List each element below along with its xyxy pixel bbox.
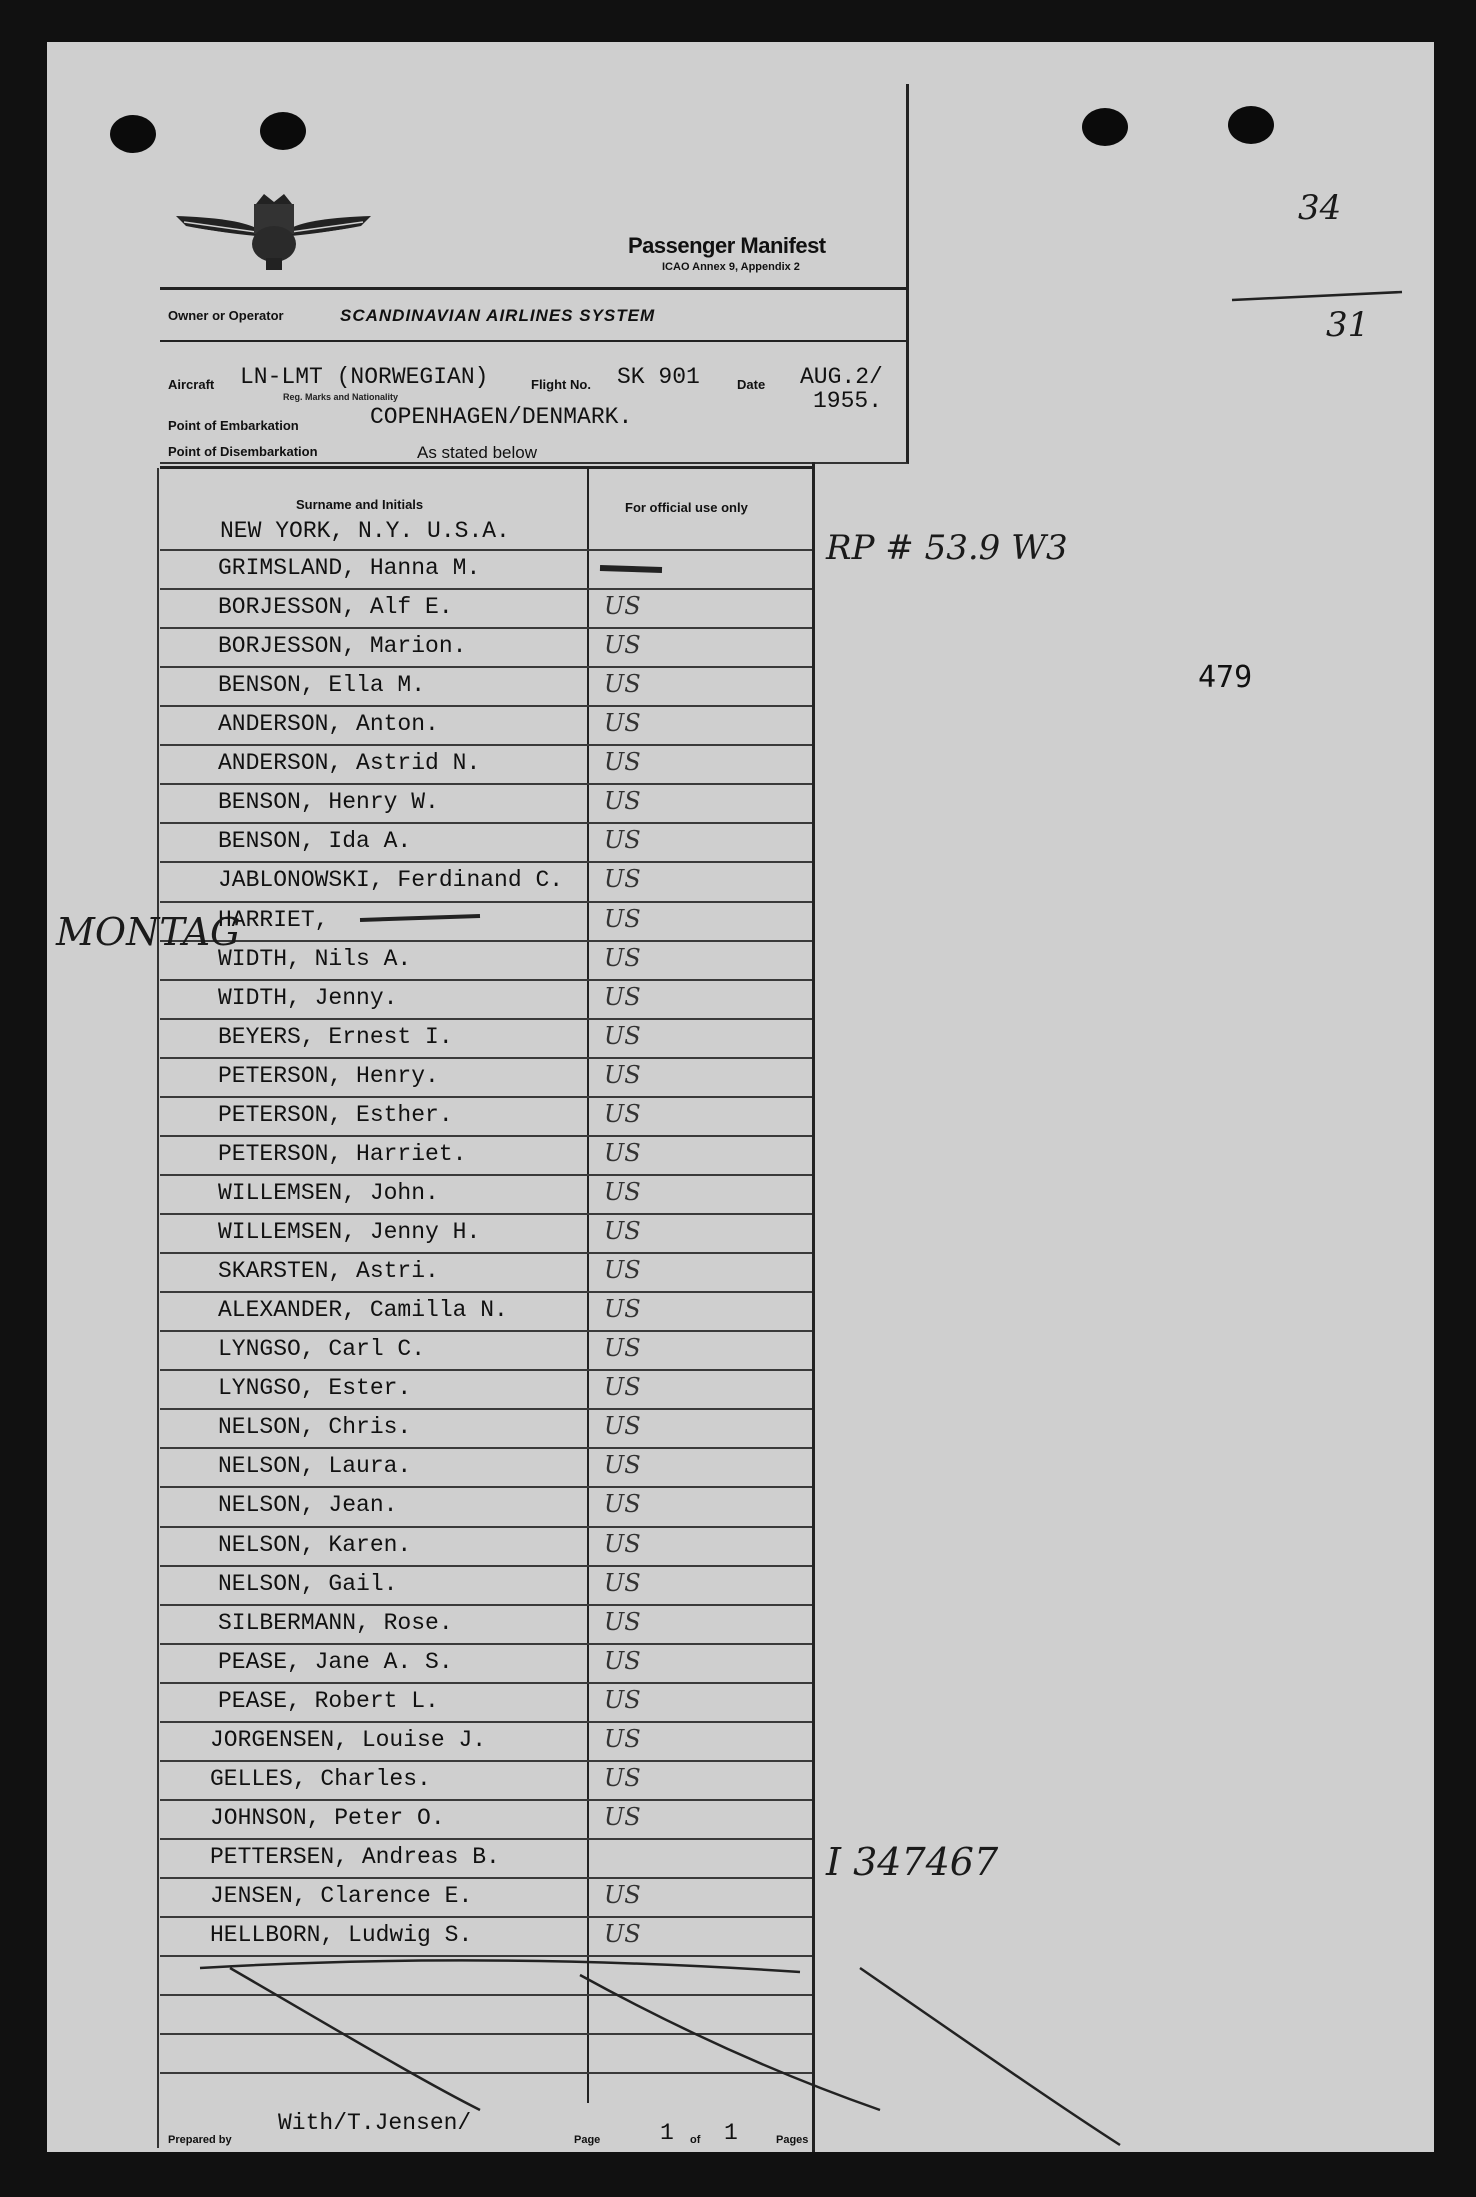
- passenger-name: WIDTH, Jenny.: [218, 985, 398, 1011]
- official-mark: US: [604, 748, 641, 776]
- embarkation-value: COPENHAGEN/DENMARK.: [370, 404, 633, 430]
- passenger-name: ANDERSON, Anton.: [218, 711, 439, 737]
- of-label: of: [690, 2134, 701, 2146]
- prepared-by-label: Prepared by: [168, 2134, 232, 2146]
- fraction-top-note: 34: [1298, 188, 1342, 228]
- flight-value: SK 901: [617, 364, 700, 390]
- reg-marks-label: Reg. Marks and Nationality: [283, 392, 399, 402]
- column-header-official: For official use only: [625, 500, 748, 515]
- passenger-name: SKARSTEN, Astri.: [218, 1258, 439, 1284]
- disembarkation-value: As stated below: [417, 443, 538, 462]
- passenger-name: BENSON, Ella M.: [218, 672, 426, 698]
- official-mark: US: [604, 1608, 641, 1636]
- official-mark: US: [604, 1256, 641, 1284]
- passenger-name: BORJESSON, Alf E.: [218, 594, 453, 620]
- passenger-name: BENSON, Ida A.: [218, 828, 412, 854]
- passenger-name: GELLES, Charles.: [210, 1766, 431, 1792]
- alien-number-note: I 347467: [826, 1840, 999, 1884]
- official-mark: US: [604, 826, 641, 854]
- official-mark: US: [604, 1295, 641, 1323]
- official-mark: US: [604, 709, 641, 737]
- passenger-name: BORJESSON, Marion.: [218, 633, 467, 659]
- passenger-name: JORGENSEN, Louise J.: [210, 1727, 487, 1753]
- official-mark: US: [604, 1412, 641, 1440]
- manifest-subtitle: ICAO Annex 9, Appendix 2: [662, 261, 800, 273]
- passenger-name: LYNGSO, Carl C.: [218, 1336, 426, 1362]
- official-mark: US: [604, 592, 641, 620]
- margin-name-note: MONTAG: [56, 910, 241, 954]
- official-mark: US: [604, 1178, 641, 1206]
- passenger-name: LYNGSO, Ester.: [218, 1375, 412, 1401]
- owner-label: Owner or Operator: [168, 308, 284, 323]
- official-mark: US: [604, 1100, 641, 1128]
- passenger-name: PEASE, Jane A. S.: [218, 1649, 453, 1675]
- disembarkation-label: Point of Disembarkation: [168, 444, 318, 459]
- official-mark: US: [604, 1920, 641, 1948]
- passenger-name: NELSON, Jean.: [218, 1492, 398, 1518]
- official-mark: US: [604, 944, 641, 972]
- passenger-name: ALEXANDER, Camilla N.: [218, 1297, 508, 1323]
- passenger-name: PETERSON, Esther.: [218, 1102, 453, 1128]
- official-mark: US: [604, 1647, 641, 1675]
- official-mark: US: [604, 905, 641, 933]
- passenger-name: JABLONOWSKI, Ferdinand C.: [218, 867, 564, 893]
- pages-label: Pages: [776, 2134, 809, 2146]
- passenger-name: PETTERSEN, Andreas B.: [210, 1844, 500, 1870]
- date-year: 1955.: [813, 388, 883, 414]
- official-mark: US: [604, 1139, 641, 1167]
- official-mark: US: [604, 1725, 641, 1753]
- passenger-name: PETERSON, Henry.: [218, 1063, 439, 1089]
- aircraft-label: Aircraft: [168, 377, 215, 392]
- passenger-name: HELLBORN, Ludwig S.: [210, 1922, 473, 1948]
- official-mark: US: [604, 670, 641, 698]
- official-mark: US: [604, 631, 641, 659]
- official-mark: US: [604, 1451, 641, 1479]
- manifest-title: Passenger Manifest: [628, 233, 826, 258]
- rp-note: RP # 53.9 W3: [826, 528, 1068, 568]
- stamp-number: 479: [1198, 660, 1253, 695]
- official-mark: US: [604, 787, 641, 815]
- passenger-name: NELSON, Gail.: [218, 1571, 398, 1597]
- official-mark: US: [604, 1803, 641, 1831]
- official-mark: US: [604, 1764, 641, 1792]
- passenger-name: NELSON, Karen.: [218, 1532, 412, 1558]
- passenger-name: WILLEMSEN, John.: [218, 1180, 439, 1206]
- passenger-name: NELSON, Chris.: [218, 1414, 412, 1440]
- official-mark: US: [604, 1022, 641, 1050]
- destination: NEW YORK, N.Y. U.S.A.: [220, 518, 510, 544]
- official-mark: US: [604, 1490, 641, 1518]
- passenger-name: HARRIET,: [218, 907, 329, 933]
- passenger-name: WIDTH, Nils A.: [218, 946, 412, 972]
- passenger-name: BEYERS, Ernest I.: [218, 1024, 453, 1050]
- passenger-name: JOHNSON, Peter O.: [210, 1805, 445, 1831]
- passenger-name: ANDERSON, Astrid N.: [218, 750, 481, 776]
- official-mark: US: [604, 983, 641, 1011]
- passenger-name: NELSON, Laura.: [218, 1453, 412, 1479]
- embarkation-label: Point of Embarkation: [168, 418, 299, 433]
- operator-name: SCANDINAVIAN AIRLINES SYSTEM: [340, 306, 656, 325]
- page-total: 1: [724, 2120, 738, 2146]
- passenger-name: PETERSON, Harriet.: [218, 1141, 467, 1167]
- page-number: 1: [660, 2120, 674, 2146]
- official-mark: US: [604, 1334, 641, 1362]
- passenger-name: JENSEN, Clarence E.: [210, 1883, 473, 1909]
- passenger-name: GRIMSLAND, Hanna M.: [218, 555, 481, 581]
- passenger-name: SILBERMANN, Rose.: [218, 1610, 453, 1636]
- fraction-bottom-note: 31: [1326, 305, 1370, 345]
- official-mark: US: [604, 1569, 641, 1597]
- date-value: AUG.2/: [800, 364, 883, 390]
- passenger-name: BENSON, Henry W.: [218, 789, 439, 815]
- column-header-names: Surname and Initials: [296, 497, 424, 512]
- official-mark: US: [604, 1881, 641, 1909]
- official-mark: US: [604, 1373, 641, 1401]
- passenger-name: WILLEMSEN, Jenny H.: [218, 1219, 481, 1245]
- official-mark: US: [604, 865, 641, 893]
- official-mark: US: [604, 1686, 641, 1714]
- passenger-name: PEASE, Robert L.: [218, 1688, 439, 1714]
- page-label: Page: [574, 2134, 601, 2146]
- date-label: Date: [737, 377, 766, 392]
- official-mark: US: [604, 1217, 641, 1245]
- prepared-by-value: With/T.Jensen/: [278, 2110, 472, 2136]
- official-mark: US: [604, 1061, 641, 1089]
- official-mark: US: [604, 1530, 641, 1558]
- aircraft-value: LN-LMT (NORWEGIAN): [240, 364, 489, 390]
- flight-label: Flight No.: [531, 377, 591, 392]
